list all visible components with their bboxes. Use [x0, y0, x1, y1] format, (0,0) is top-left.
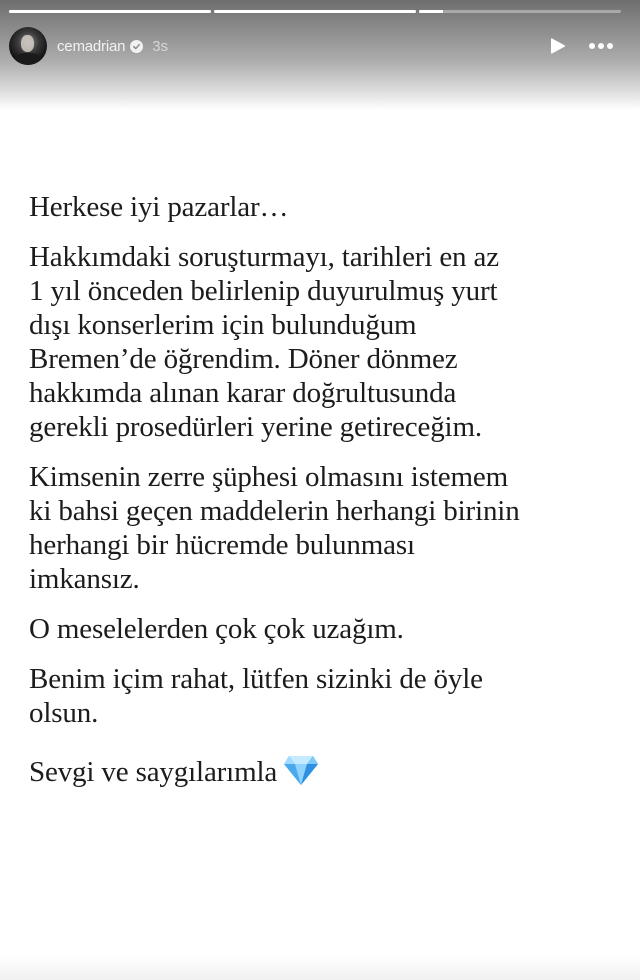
closing: [29, 754, 640, 789]
text-line: gerekli prosedürleri yerine getireceğim.: [29, 411, 482, 443]
progress-fill: [214, 10, 416, 13]
text-line: Herkese iyi pazarlar…: [29, 191, 289, 223]
text-line: 1 yıl önceden belirlenip duyurulmuş yurt: [29, 275, 498, 307]
play-button[interactable]: [547, 35, 569, 57]
paragraph-distance: [29, 612, 640, 646]
text-line: Kimsenin zerre şüphesi olmasını istemem: [29, 461, 508, 493]
timestamp: 3s: [152, 37, 169, 55]
text-line: Hakkımdaki soruşturmayı, tarihleri en az: [29, 241, 499, 273]
story-progress-bar: [9, 10, 621, 13]
progress-segment-2: [214, 10, 416, 13]
progress-segment-3: [419, 10, 621, 13]
bottom-gradient-overlay: [0, 956, 640, 980]
progress-fill: [419, 10, 443, 13]
text-line: herhangi bir hücremde bulunması: [29, 529, 415, 561]
text-line: hakkımda alınan karar doğrultusunda: [29, 377, 457, 409]
paragraph-investigation: [29, 240, 640, 444]
text-line: Bremen’de öğrendim. Döner dönmez: [29, 343, 458, 375]
more-options-icon: [589, 43, 595, 49]
gem-stone-icon: [283, 754, 319, 786]
paragraph-denial: [29, 460, 640, 596]
text-line: imkansız.: [29, 563, 140, 595]
progress-segment-1: [9, 10, 211, 13]
text-line: Benim içim rahat, lütfen sizinki de öyle: [29, 663, 483, 695]
paragraph-reassurance: [29, 662, 640, 730]
more-options-icon: [598, 43, 604, 49]
text-line: ki bahsi geçen maddelerin herhangi birinin: [29, 495, 520, 527]
story-header: [9, 27, 621, 65]
username[interactable]: cemadrian: [57, 37, 126, 55]
progress-fill: [9, 10, 211, 13]
text-line: dışı konserlerim için bulunduğum: [29, 309, 417, 341]
greeting: [29, 190, 640, 224]
story-text-content: [29, 190, 640, 789]
verified-badge-icon: [130, 40, 143, 53]
play-icon: [550, 37, 566, 55]
more-options-button[interactable]: [587, 35, 615, 57]
text-line: olsun.: [29, 697, 99, 729]
text-line: O meselelerden çok çok uzağım.: [29, 613, 404, 645]
closing-text: Sevgi ve saygılarımla: [29, 756, 278, 788]
profile-avatar[interactable]: [9, 27, 47, 65]
more-options-icon: [607, 43, 613, 49]
